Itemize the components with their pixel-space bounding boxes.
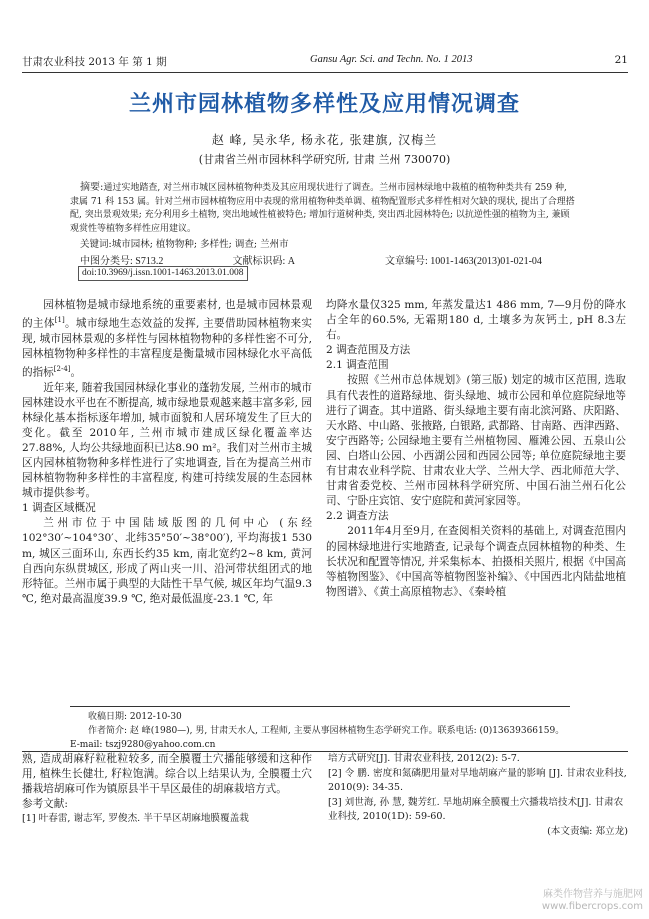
paragraph: 均降水量仅325 mm, 年蒸发量达1 486 mm, 7—9月份的降水占全年的60.5%, 无霜期180 d, 土壤多为灰钙土, pH 8.3左右。 bbox=[326, 299, 626, 342]
keywords-text: 城市园林; 植物物种; 多样性; 调查; 兰州市 bbox=[111, 239, 289, 250]
reference-item: 培方式研究[J]. 甘肃农业科技, 2012(2): 5-7. bbox=[328, 753, 520, 764]
body-column-right bbox=[326, 298, 626, 600]
section-heading: 1 调查区域概况 bbox=[22, 502, 96, 515]
header-rule bbox=[22, 72, 628, 73]
classification-line bbox=[80, 252, 600, 267]
paragraph: 园林植物是城市绿地系统的重要素材, 也是城市园林景观的主体[1]。城市绿地生态效益的发挥, 主要借助园林植物来实现, 城市园林景观的多样性与园林植物物种的多样性密不可分, 园林植物物种多样性的丰富程度是衡量城市园林绿化水平高低的指标[2-4]。 bbox=[22, 299, 313, 379]
subsection-heading: 2.2 调查方法 bbox=[326, 510, 389, 523]
editor-note: (本文责编: 郑立龙) bbox=[547, 825, 628, 837]
paragraph: 熟, 造成胡麻籽粒秕粒较多, 而全膜覆土穴播能够缓和这种作用, 植株生长健壮, 籽粒饱满。综合以上结果认为, 全膜覆土穴播栽培胡麻可作为镇原县半干旱区最佳的胡麻栽培方式。 bbox=[22, 753, 312, 795]
received-date: 收稿日期: 2012-10-30 bbox=[88, 712, 182, 722]
clc-number: 中图分类号: S713.2 bbox=[80, 256, 164, 267]
author-email[interactable]: E-mail: tszj9280@yahoo.com.cn bbox=[70, 740, 216, 750]
authors: 赵 峰, 吴永华, 杨永花, 张建旗, 汉梅兰 bbox=[211, 133, 438, 147]
watermark-url: www.fibercrops.com bbox=[541, 901, 643, 912]
doi-link[interactable]: doi:10.3969/j.issn.1001-1463.2013.01.008 bbox=[78, 266, 248, 281]
article-title: 兰州市园林植物多样性及应用情况调查 bbox=[128, 91, 520, 117]
watermark-title: 麻类作物营养与施肥网 bbox=[543, 889, 643, 900]
section-heading: 2 调查范围及方法 bbox=[326, 344, 411, 357]
affiliation: (甘肃省兰州市园林科学研究所, 甘肃 兰州 730070) bbox=[198, 153, 451, 166]
journal-name-cn: 甘肃农业科技 2013 年 第 1 期 bbox=[22, 56, 167, 68]
abstract bbox=[70, 181, 578, 236]
footnote bbox=[70, 710, 630, 752]
paragraph: 2011年4月至9月, 在查阅相关资料的基础上, 对调查范围内的园林绿地进行实地踏查, 记录每个调查点园林植物的种类、生长状况和配置等情况, 并采集标本、拍摄相关照片, 根据《中国高等植物图鉴》、《中国高等植物图鉴补编》、《中国西北内陆盐地植物图谱》、《黄土高原植物志》、《秦岭植 bbox=[326, 525, 626, 598]
paragraph: 近年来, 随着我国园林绿化事业的蓬勃发展, 兰州市的城市园林建设水平也在不断提高, 城市绿地景观越来越丰富多彩, 园林绿化基本指标逐年增加, 城市面貌和人居环境发生了巨大的变化。截至 2010年, 兰州市城市建成区绿化覆盖率达27.88%, 人均公共绿地面积已达8.90 m²。我们对兰州市主城区内园林植物物种多样性进行了实地调查, 旨在为提高兰州市园林植物物种多样性的丰富程度, 构建可持续发展的生态园林城市提供参考。 bbox=[22, 381, 312, 500]
references-continued bbox=[328, 752, 628, 840]
subsection-heading: 2.1 调查范围 bbox=[326, 359, 389, 372]
watermark bbox=[542, 889, 643, 913]
page-number: 21 bbox=[614, 54, 628, 66]
abstract-label: 摘要: bbox=[80, 182, 104, 193]
reference-item: [2] 令 鹏. 密度和氮磷肥用量对旱地胡麻产量的影响 [J]. 甘肃农业科技, 2010(9): 34-35. bbox=[328, 767, 627, 794]
citation[interactable]: [1] bbox=[54, 316, 65, 325]
running-head bbox=[22, 54, 628, 70]
reference-item: [3] 刘世海, 孙 慧, 魏芳红. 旱地胡麻全膜覆土穴播栽培技术[J]. 甘肃农业科技, 2010(1D): 59-60. bbox=[328, 796, 624, 823]
keywords bbox=[80, 236, 580, 250]
article-number: 文章编号: 1001-1463(2013)01-021-04 bbox=[385, 256, 542, 267]
keywords-label: 关键词: bbox=[80, 239, 112, 250]
footnote-rule bbox=[70, 706, 570, 707]
journal-name-en: Gansu Agr. Sci. and Techn. No. 1 2013 bbox=[310, 54, 473, 65]
references-heading: 参考文献: bbox=[22, 798, 68, 810]
body-column-left bbox=[22, 298, 312, 607]
abstract-text: 通过实地踏查, 对兰州市城区园林植物种类及其应用现状进行了调查。兰州市园林绿地中栽植的植物种类共有 259 种, 隶属 71 科 153 属。针对兰州市园林植物应用中表现的常用植物种类单调、植物配置形式多样性相对欠缺的现状, 提出了合理搭配, 突出景观效果; 充分利用乡土植物, 突出地域性植被特色; 增加行道树种类, 突出西北园林特色; 以抗逆性强的植物为主, 兼顾观赏性等植物多样性应用建议。 bbox=[70, 183, 575, 234]
document-code: 文献标识码: A bbox=[232, 256, 295, 267]
citation[interactable]: [2-4] bbox=[53, 364, 71, 373]
reference-item: [1] 叶春雷, 谢志军, 罗俊杰. 半干旱区胡麻地膜覆盖栽 bbox=[22, 813, 249, 824]
paragraph: 兰州市位于中国陆域版图的几何中心 (东经 102°30′~104°30′、北纬35°50′~38°00′), 平均海拔1 530 m, 城区三面环山, 东西长约35 km, 南北宽约2~8 km, 黄河自西向东纵贯城区, 形成了两山夹一川、沿河带状组团式的地形特征。兰州市属于典型的大陆性干旱气候, 城区年均气温9.3 ℃, 绝对最高温度39.9 ℃, 绝对最低温度-23.1 ℃, 年 bbox=[22, 517, 312, 605]
paragraph: 按照《兰州市总体规划》(第三版) 划定的城市区范围, 选取具有代表性的道路绿地、街头绿地、城市公园和单位庭院绿地等进行了调查。其中道路、街头绿地主要有南北滨河路、庆阳路、天水路、中山路、张掖路, 白银路, 武都路、甘南路、西津西路、安宁西路等; 公园绿地主要有兰州植物园、雁滩公园、五泉山公园、白塔山公园、小西湖公园和西园公园等; 单位庭院绿地主要有甘肃农业科学院、甘肃农业大学、兰州大学、西北师范大学、甘肃省委党校、兰州市园林科学研究所、中国石油兰州石化公司、宁卧庄宾馆、安宁庭院和黄河家园等。 bbox=[326, 374, 626, 508]
previous-article-tail bbox=[22, 752, 312, 827]
author-info: 作者简介: 赵 峰(1980—), 男, 甘肃天水人, 工程师, 主要从事园林植物生态学研究工作。联系电话: (0)13639366159。 bbox=[88, 726, 565, 736]
